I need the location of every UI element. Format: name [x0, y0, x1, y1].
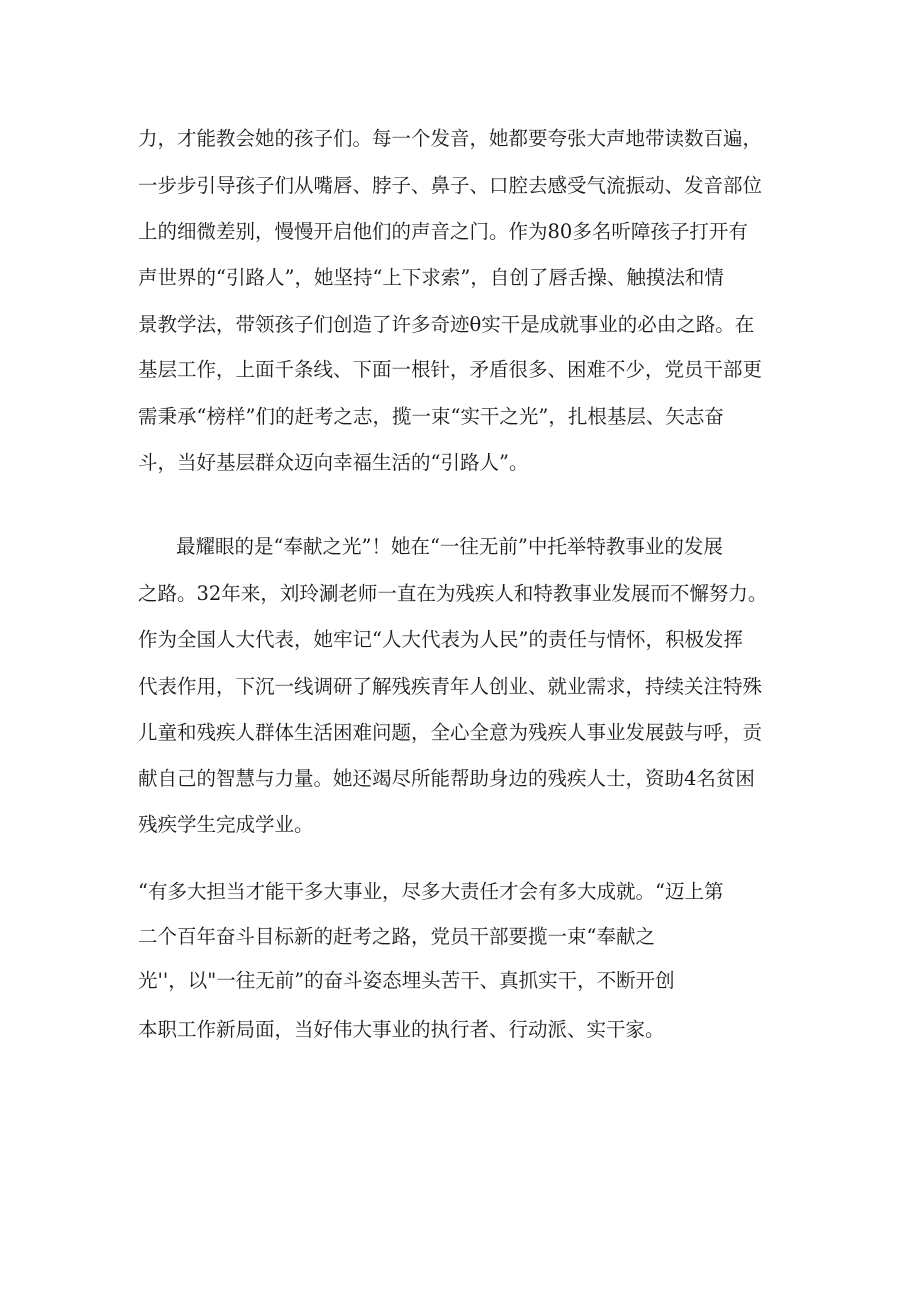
paragraph-1-line-5: 景教学法，带领孩子们创造了许多奇迹θ实干是成就事业的必由之路。在	[138, 313, 755, 336]
paragraph-1-line-3: 上的细微差别，慢慢开启他们的声音之门。作为80多名听障孩子打开有	[138, 220, 748, 243]
paragraph-2-line-1: 最耀眼的是“奉献之光”！她在“一往无前”中托举特教事业的发展	[176, 535, 723, 558]
paragraph-2-line-3: 作为全国人大代表，她牢记“人大代表为人民”的责任与情怀，积极发挥	[138, 628, 743, 651]
paragraph-2-line-4: 代表作用，下沉一线调研了解残疾青年人创业、就业需求，持续关注特殊	[138, 675, 763, 698]
paragraph-2-line-2: 之路。32年来，刘玲涮老师一直在为残疾人和特教事业发展而不懈努力。	[138, 582, 768, 605]
paragraph-1-line-8: 斗，当好基层群众迈向幸福生活的“引路人”。	[138, 451, 529, 474]
paragraph-1-line-6: 基层工作，上面千条线、下面一根针，矛盾很多、困难不少，党员干部更	[138, 358, 763, 381]
paragraph-3-line-1: “有多大担当才能干多大事业，尽多大责任才会有多大成就。“迈上第	[138, 880, 724, 903]
paragraph-3-line-3: 光''，以"一往无前”的奋斗姿态埋头苦干、真抓实干，不断开创	[138, 969, 675, 992]
paragraph-1-line-7: 需秉承“榜样”们的赶考之志，揽一束“实干之光”，扎根基层、矢志奋	[138, 405, 724, 428]
paragraph-1-line-4: 声世界的“引路人”，她坚持“上下求索”，自创了唇舌操、触摸法和情	[138, 266, 724, 289]
paragraph-2-line-6: 献自己的智慧与力量。她还竭尽所能帮助身边的残疾人士，资助4名贫困	[138, 767, 755, 790]
paragraph-3-line-2: 二个百年奋斗目标新的赶考之路，党员干部要揽一束“奉献之	[138, 925, 655, 948]
paragraph-1-line-1: 力，才能教会她的孩子们。每一个发音，她都要夸张大声地带读数百遍，	[138, 127, 763, 150]
paragraph-3-line-4: 本职工作新局面，当好伟大事业的执行者、行动派、实干家。	[138, 1018, 665, 1041]
paragraph-2-line-7: 残疾学生完成学业。	[138, 813, 314, 836]
paragraph-2-line-5: 儿童和残疾人群体生活困难问题，全心全意为残疾人事业发展鼓与呼，贡	[138, 721, 763, 744]
paragraph-1-line-2: 一步步引导孩子们从嘴唇、脖子、鼻子、口腔去感受气流振动、发音部位	[138, 174, 763, 197]
